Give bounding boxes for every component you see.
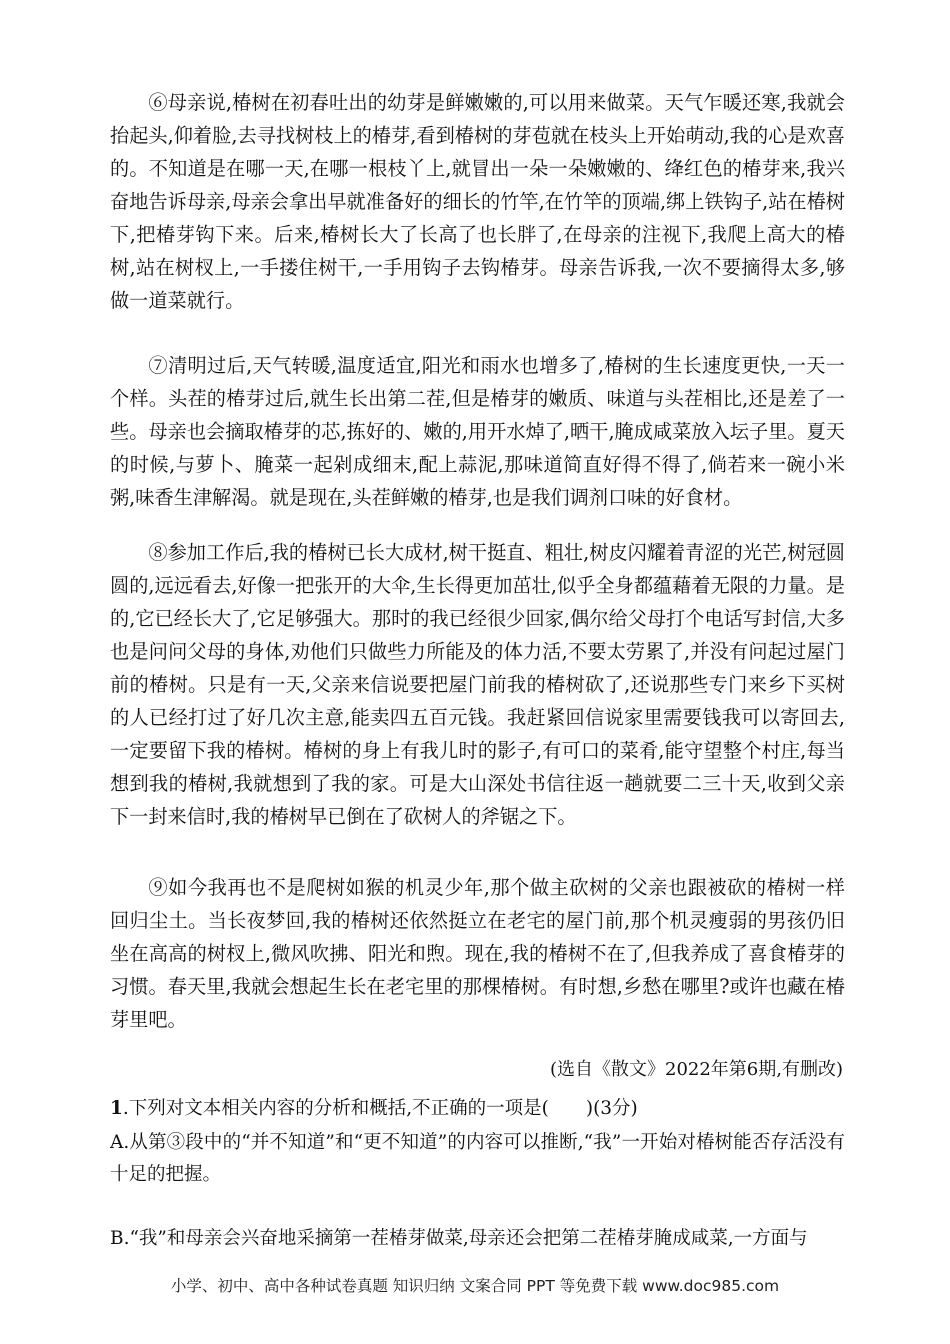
article-paragraph-7: ⑦清明过后,天气转暖,温度适宜,阳光和雨水也增多了,椿树的生长速度更快,一天一个样。头茬的椿芽过后,就生长出第二茬,但是椿芽的嫩质、味道与头茬相比,还是差了一些。母亲也会摘取椿芽的芯,拣好的、嫩的,用开水焯了,晒干,腌成咸菜放入坛子里。夏天的时候,与萝卜、腌菜一起剁成细末,配上蒜泥,那味道简直好得不得了,倘若来一碗小米粥,味香生津解渴。就是现在,头茬鲜嫩的椿芽,也是我们调剂口味的好食材。 xyxy=(110,354,845,509)
question-1 xyxy=(110,1093,845,1125)
page-footer: 小学、初中、高中各种试卷真题 知识归纳 文案合同 PPT 等免费下载 www.doc985.com xyxy=(170,1277,780,1295)
article-paragraph-8: ⑧参加工作后,我的椿树已长大成材,树干挺直、粗壮,树皮闪耀着青涩的光芒,树冠圆圆的,远远看去,好像一把张开的大伞,生长得更加茁壮,似乎全身都蕴藉着无限的力量。是的,它已经长大了,它足够强大。那时的我已经很少回家,偶尔给父母打个电话写封信,大多也是问问父母的身体,劝他们只做些力所能及的体力活,不要太劳累了,并没有问起过屋门前的椿树。只是有一天,父亲来信说要把屋门前我的椿树砍了,还说那些专门来乡下买树的人已经打过了好几次主意,能卖四五百元钱。我赶紧回信说家里需要钱我可以寄回去,一定要留下我的椿树。椿树的身上有我儿时的影子,有可口的菜肴,能守望整个村庄,每当想到我的椿树,我就想到了我的家。可是大山深处书信往返一趟就要二三十天,收到父亲下一封来信时,我的椿树早已倒在了砍树人的斧锯之下。 xyxy=(110,541,845,828)
article-paragraph-9: ⑨如今我再也不是爬树如猴的机灵少年,那个做主砍树的父亲也跟被砍的椿树一样回归尘土。当长夜梦回,我的椿树还依然挺立在老宅的屋门前,那个机灵瘦弱的男孩仍旧坐在高高的树杈上,微风吹拂、阳光和煦。现在,我的椿树不在了,但我养成了喜食椿芽的习惯。春天里,我就会想起生长在老宅里的那棵椿树。有时想,乡愁在哪里?或许也藏在椿芽里吧。 xyxy=(110,876,845,1031)
article-source: (选自《散文》2022年第6期,有删改) xyxy=(549,1059,843,1080)
question-option-b: B.“我”和母亲会兴奋地采摘第一茬椿芽做菜,母亲还会把第二茬椿芽腌成咸菜,一方面与 xyxy=(110,1228,808,1249)
article-paragraph-6: ⑥母亲说,椿树在初春吐出的幼芽是鲜嫩嫩的,可以用来做菜。天气乍暖还寒,我就会抬起头,仰着脸,去寻找树枝上的椿芽,看到椿树的芽苞就在枝头上开始萌动,我的心是欢喜的。不知道是在哪一天,在哪一根枝丫上,就冒出一朵一朵嫩嫩的、绛红色的椿芽来,我兴奋地告诉母亲,母亲会拿出早就准备好的细长的竹竿,在竹竿的顶端,绑上铁钩子,站在椿树下,把椿芽钩下来。后来,椿树长大了长高了也长胖了,在母亲的注视下,我爬上高大的椿树,站在树杈上,一手搂住树干,一手用钩子去钩椿芽。母亲告诉我,一次不要摘得太多,够做一道菜就行。 xyxy=(110,91,845,312)
question-stem: .下列对文本相关内容的分析和概括,不正确的一项是( )(3分) xyxy=(122,1098,638,1119)
question-number: 1 xyxy=(110,1098,123,1119)
question-option-a: A.从第③段中的“并不知道”和“更不知道”的内容可以推断,“我”一开始对椿树能否存活没有十足的把握。 xyxy=(110,1132,845,1185)
